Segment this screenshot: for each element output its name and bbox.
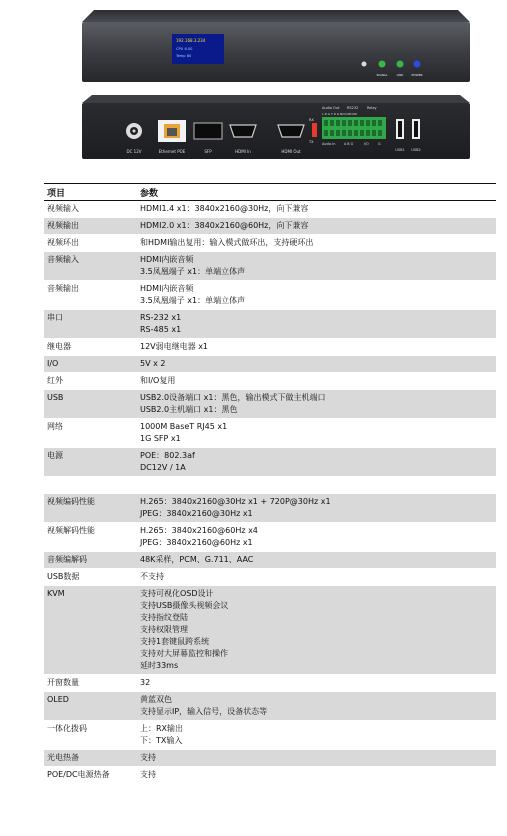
param-line: H.265：3840x2160@30Hz x1 + 720P@30Hz x1: [140, 497, 331, 506]
table-row: [44, 767, 496, 784]
row-item-label: USB数据: [47, 572, 80, 581]
signal-led-label: SIGNAL: [376, 73, 388, 77]
row-item-label: I/O: [47, 359, 59, 368]
param-line: 48K采样，PCM、G.711、AAC: [140, 555, 254, 564]
terminal-label-rs232: RS232: [347, 106, 359, 110]
hdmi-out-port-icon: [278, 125, 304, 137]
table-row: [44, 552, 496, 569]
terminal-label-io: I/O: [364, 142, 369, 146]
link-led-icon: [397, 61, 404, 68]
param-line: JPEG：3840x2160@30Hz x1: [140, 509, 253, 518]
param-line: [140, 479, 496, 491]
table-row: [44, 356, 496, 373]
oled-line-3: Temp 80: [176, 54, 192, 58]
row-item-label: 红外: [47, 376, 63, 385]
switch-label-rx: RX: [309, 118, 314, 122]
row-param-value: [140, 218, 496, 234]
param-line: 32: [140, 678, 151, 687]
terminal-label-audio-in: Audio In: [322, 142, 336, 146]
table-row: [44, 477, 496, 494]
param-line: 和HDMI输出复用：输入模式做环出，支持硬环出: [140, 238, 314, 247]
row-item-label: OLED: [47, 695, 69, 704]
param-line: RS-232 x1: [140, 313, 182, 322]
row-param-value: [140, 235, 496, 251]
table-header: [44, 183, 496, 201]
row-param-value: [140, 523, 496, 551]
param-line: 支持: [140, 770, 156, 779]
param-line: 1000M BaseT RJ45 x1: [140, 422, 228, 431]
header-param: 参数: [140, 188, 159, 199]
row-param-value: [140, 310, 496, 338]
row-item-label: 光电热备: [47, 753, 79, 762]
param-line: HDMI内嵌音频: [140, 284, 194, 293]
power-led-icon: [414, 61, 421, 68]
row-item-label: [44, 477, 140, 493]
signal-led-icon: [379, 61, 386, 68]
param-line: HDMI2.0 x1：3840x2160@60Hz，向下兼容: [140, 221, 309, 230]
param-line: 支持USB摄像头视频会议: [140, 601, 229, 610]
row-param-value: [140, 569, 496, 585]
terminal-label-relay: Relay: [367, 106, 377, 110]
table-row: [44, 310, 496, 339]
oled-line-1: 192.168.3.234: [176, 38, 206, 43]
table-row: [44, 419, 496, 448]
port-label-usb1: USB1: [395, 148, 405, 152]
param-line: HDMI1.4 x1：3840x2160@30Hz，向下兼容: [140, 204, 309, 213]
table-row: [44, 523, 496, 552]
param-line: 上：RX输出: [140, 724, 184, 733]
row-param-value: [140, 281, 496, 309]
table-row: [44, 218, 496, 235]
row-item-label: 视频输入: [47, 204, 79, 213]
row-item-label: 视频环出: [47, 238, 79, 247]
table-row: [44, 390, 496, 419]
param-line: 支持可视化OSD设计: [140, 589, 214, 598]
row-param-value: [140, 586, 496, 674]
table-row: [44, 281, 496, 310]
port-label-sfp: SFP: [204, 149, 212, 154]
param-line: H.265：3840x2160@60Hz x4: [140, 526, 258, 535]
param-line: 和I/O复用: [140, 376, 176, 385]
row-param-value: [140, 750, 496, 766]
row-param-value: [140, 339, 496, 355]
row-item-label: 音频输入: [47, 255, 79, 264]
table-row: [44, 201, 496, 218]
param-line: 支持对大屏幕监控和操作: [140, 649, 228, 658]
port-label-ethernet: Ethernet POE: [158, 149, 186, 154]
row-item-label: 开窗数量: [47, 678, 79, 687]
power-led-label: POWER: [411, 73, 423, 77]
dip-switch-icon: [312, 123, 317, 137]
row-param-value: [140, 721, 496, 749]
table-row: [44, 448, 496, 477]
row-param-value: [140, 419, 496, 447]
param-line: RS-485 x1: [140, 325, 182, 334]
row-item-label: 网络: [47, 422, 63, 431]
param-line: 12V弱电继电器 x1: [140, 342, 209, 351]
terminal-label-485: A B G: [344, 142, 354, 146]
row-param-value: [140, 552, 496, 568]
row-item-label: 视频解码性能: [47, 526, 95, 535]
table-row: [44, 569, 496, 586]
param-line: 支持指纹登陆: [140, 613, 188, 622]
table-row: [44, 692, 496, 721]
param-line: 支持: [140, 753, 156, 762]
table-row: [44, 675, 496, 692]
param-line: 支持权限管理: [140, 625, 188, 634]
row-param-value: [140, 390, 496, 418]
row-item-label: 电源: [47, 451, 63, 460]
row-param-value: [140, 373, 496, 389]
terminal-label-g: G: [378, 142, 381, 146]
param-line: 延时33ms: [140, 661, 179, 670]
row-param-value: [140, 201, 496, 217]
row-item-label: KVM: [47, 589, 65, 598]
row-param-value: [140, 252, 496, 280]
param-line: USB2.0设备端口 x1：黑色，输出模式下做主机端口: [140, 393, 326, 402]
table-row: [44, 750, 496, 767]
reset-button-icon: [362, 62, 367, 67]
table-row: [44, 721, 496, 750]
row-item-label: 音频编解码: [47, 555, 87, 564]
row-param-value: [140, 448, 496, 476]
param-line: 下：TX输入: [140, 736, 183, 745]
row-item-label: POE/DC电源热备: [47, 770, 110, 779]
terminal-label-audio-out: Audio Out: [322, 106, 340, 110]
row-item-label: 视频输出: [47, 221, 79, 230]
device-back-panel: [80, 93, 472, 161]
param-line: 3.5凤凰端子 x1：单端立体声: [140, 296, 246, 305]
port-label-usb2: USB2: [411, 148, 421, 152]
oled-line-2: CPU 6.00: [176, 47, 193, 51]
table-row: [44, 339, 496, 356]
row-item-label: 继电器: [47, 342, 71, 351]
row-item-label: 视频编码性能: [47, 497, 95, 506]
sfp-port-icon: [194, 123, 222, 139]
param-line: POE：802.3af: [140, 451, 195, 460]
param-line: 支持1套键鼠跨系统: [140, 637, 210, 646]
port-label-hdmi-out: HDMI Out: [281, 149, 301, 154]
table-body: [44, 201, 496, 784]
row-item-label: 一体化拨码: [47, 724, 87, 733]
param-line: 黄蓝双色: [140, 695, 172, 704]
row-param-value: [140, 356, 496, 372]
param-line: USB2.0主机端口 x1：黑色: [140, 405, 238, 414]
param-line: 3.5凤凰端子 x1：单端立体声: [140, 267, 246, 276]
param-line: DC12V / 1A: [140, 463, 186, 472]
param-line: 支持显示IP，输入信号，设备状态等: [140, 707, 268, 716]
row-param-value: [140, 692, 496, 720]
row-param-value: [140, 477, 496, 493]
param-line: 不支持: [140, 572, 164, 581]
row-param-value: [140, 494, 496, 522]
table-row: [44, 373, 496, 390]
switch-label-tx: TX: [309, 140, 314, 144]
table-row: [44, 235, 496, 252]
row-item-label: USB: [47, 393, 64, 402]
row-item-label: 音频输出: [47, 284, 79, 293]
param-line: JPEG：3840x2160@60Hz x1: [140, 538, 253, 547]
link-led-label: LINK: [396, 73, 404, 77]
param-line: 1G SFP x1: [140, 434, 181, 443]
terminal-pin-labels: L R G T R G NCCOM NO: [322, 112, 357, 116]
port-label-hdmi-in: HDMI In: [235, 149, 251, 154]
row-param-value: [140, 767, 496, 783]
port-label-dc: DC 12V: [126, 149, 142, 154]
spec-table: [44, 183, 496, 784]
table-row: [44, 494, 496, 523]
hdmi-in-port-icon: [230, 125, 256, 137]
param-line: 5V x 2: [140, 359, 166, 368]
table-row: [44, 586, 496, 675]
device-front-panel: [80, 8, 472, 84]
row-param-value: [140, 675, 496, 691]
table-row: [44, 252, 496, 281]
header-item: 项目: [47, 188, 66, 199]
row-item-label: 串口: [47, 313, 63, 322]
param-line: HDMI内嵌音频: [140, 255, 194, 264]
